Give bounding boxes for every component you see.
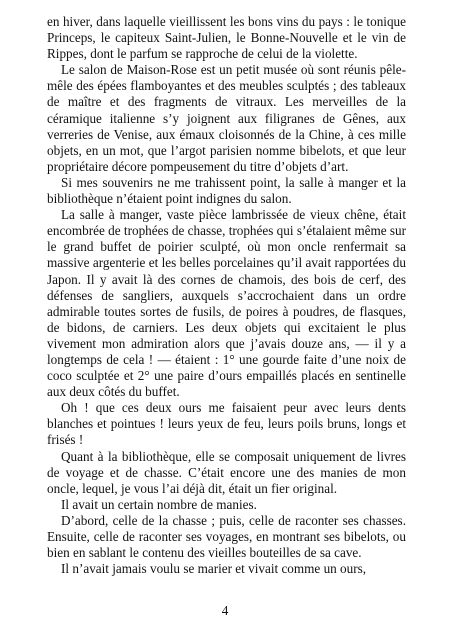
paragraph: Le salon de Maison-Rose est un petit musée où sont réunis pêle-mêle des épées flamboyantes et des meubles sculptés ; des tableaux de maître et des fragments de vitraux. Les merveilles de la céramique italienne s’y joignent aux filigranes de Gênes, aux verreries de Venise, aux émaux cloisonnés de la Chine, à ces mille objets, en un mot, que l’argot parisien nomme bibelots, et que leur propriétaire décore pompeusement du titre d’objets d’art. xyxy=(47,62,406,174)
paragraph: Si mes souvenirs ne me trahissent point, la salle à manger et la bibliothèque n’étaient point indignes du salon. xyxy=(47,174,406,207)
page-number: 4 xyxy=(221,603,229,618)
paragraph: Il n’avait jamais voulu se marier et vivait comme un ours, xyxy=(61,561,367,577)
paragraph: Il avait un certain nombre de manies. xyxy=(61,496,257,512)
paragraph: Quant à la bibliothèque, elle se composait uniquement de livres de voyage et de chasse. C’était encore une des manies de mon oncle, lequel, je vous l’ai déjà dit, était un fier original. xyxy=(47,448,406,496)
body-text xyxy=(47,14,406,577)
paragraph: en hiver, dans laquelle vieillissent les bons vins du pays : le tonique Princeps, le capiteux Saint-Julien, le Bonne-Nouvelle et le vin de Rippes, dont le parfum se rapproche de celui de la violette. xyxy=(47,14,406,62)
paragraph: La salle à manger, vaste pièce lambrissée de vieux chêne, était encombrée de trophées de chasse, trophées qui s’étalaient même sur le grand buffet de poirier sculpté, où mon oncle renfermait sa massive argenterie et les belles porcelaines qu’il avait rapportées du Japon. Il y avait là des cornes de chamois, des bois de cerf, des défenses de sangliers, auxquels s’accrochaient dans un ordre admirable toutes sortes de fusils, de poires à poudres, de flasques, de bidons, de carniers. Les deux objets qui excitaient le plus vivement mon admiration alors que j’avais douze ans, — il y a longtemps de cela ! — étaient : 1° une gourde faite d’une noix de coco sculptée et 2° une paire d’ours empaillés placés en sentinelle aux deux côtés du buffet. xyxy=(47,207,406,400)
paragraph: Oh ! que ces deux ours me faisaient peur avec leurs dents blanches et pointues ! leurs yeux de feu, leurs poils bruns, longs et frisés ! xyxy=(47,400,406,448)
paragraph: D’abord, celle de la chasse ; puis, celle de raconter ses chasses. Ensuite, celle de raconter ses voyages, en montrant ses bibelots, ou bien en sablant le contenu des vieilles bouteilles de sa cave. xyxy=(47,512,406,561)
